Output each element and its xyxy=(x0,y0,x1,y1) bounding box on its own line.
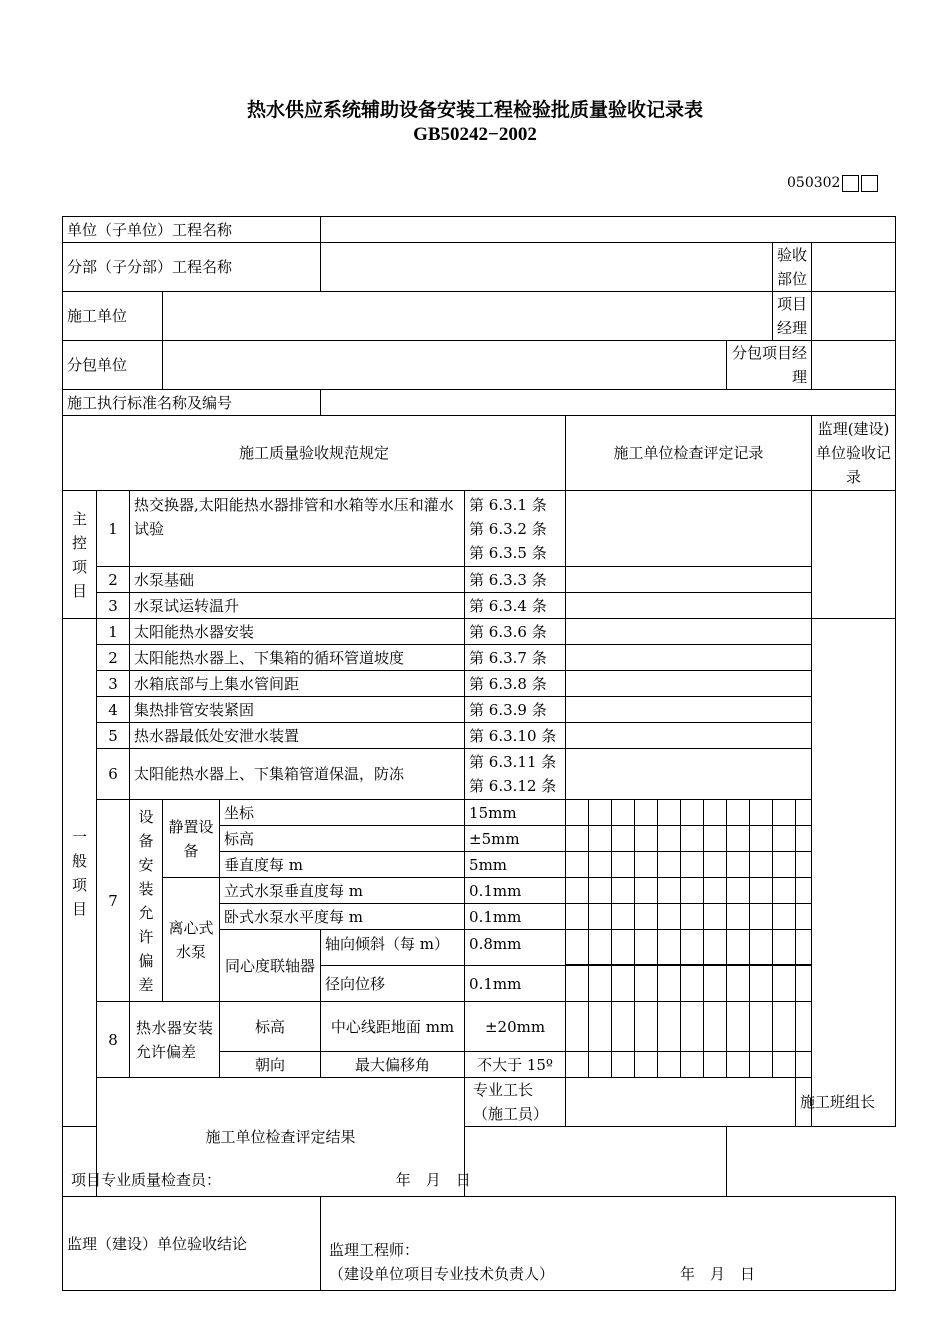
m-cell[interactable] xyxy=(681,826,704,852)
m-cell[interactable] xyxy=(635,826,658,852)
pump-vert-value: 0.1mm xyxy=(465,878,566,904)
m-cell[interactable] xyxy=(589,966,612,1002)
m-cell[interactable] xyxy=(658,1002,681,1052)
general-item-text: 水箱底部与上集水管间距 xyxy=(130,671,465,697)
team-leader-label: 施工班组长 xyxy=(796,1078,896,1127)
m-cell[interactable] xyxy=(612,826,635,852)
coord-name: 坐标 xyxy=(220,800,465,826)
m-cell[interactable] xyxy=(612,904,635,930)
m-cell[interactable] xyxy=(750,966,773,1002)
item8-elev-label: 标高 xyxy=(220,1002,321,1052)
general-item-clause: 第 6.3.10 条 xyxy=(465,723,566,749)
clause-line: 第 6.3.12 条 xyxy=(469,777,557,795)
elev-value: ±5mm xyxy=(465,826,566,852)
vertical-char: 安 xyxy=(138,855,154,874)
pump-horiz-value: 0.1mm xyxy=(465,904,566,930)
general-item-record[interactable] xyxy=(566,645,812,671)
m-cell[interactable] xyxy=(796,826,812,852)
general-supervisor-record[interactable] xyxy=(812,619,896,1127)
m-cell[interactable] xyxy=(612,800,635,826)
m-cell[interactable] xyxy=(727,826,750,852)
unit-project-value[interactable] xyxy=(321,217,896,243)
owner-rep-label: （建设单位项目专业技术负责人） xyxy=(329,1265,555,1283)
general-item-record[interactable] xyxy=(566,749,812,800)
vertical-char: 允 xyxy=(138,903,154,922)
sub-project-manager-value[interactable] xyxy=(812,341,896,390)
standard-name-value[interactable] xyxy=(321,390,896,416)
m-cell[interactable] xyxy=(681,800,704,826)
m-cell[interactable] xyxy=(704,852,727,878)
m-cell[interactable] xyxy=(773,1052,796,1078)
vertical-char: 主 xyxy=(71,509,87,528)
form-code-number: 050302 xyxy=(787,175,841,191)
form-code xyxy=(787,173,878,193)
main-item-text: 水泵试运转温升 xyxy=(130,593,465,619)
vertical-char: 目 xyxy=(71,581,87,600)
centrifugal-pump-label: 离心式水泵 xyxy=(163,878,220,1002)
vert-name: 垂直度每 m xyxy=(220,852,465,878)
vertical-char: 一 xyxy=(71,827,87,846)
m-cell[interactable] xyxy=(658,1052,681,1078)
general-item-clause: 第 6.3.9 条 xyxy=(465,697,566,723)
m-cell[interactable] xyxy=(566,1052,589,1078)
clause-line: 第 6.3.5 条 xyxy=(469,543,547,562)
m-cell[interactable] xyxy=(658,800,681,826)
pump-horiz-name: 卧式水泵水平度每 m xyxy=(220,904,465,930)
elev-name: 标高 xyxy=(220,826,465,852)
general-item-clause: 第 6.3.6 条 xyxy=(465,619,566,645)
m-cell[interactable] xyxy=(773,966,796,1002)
general-item-text: 太阳能热水器上、下集箱的循环管道坡度 xyxy=(130,645,465,671)
main-item-clause: 第 6.3.3 条 xyxy=(465,567,566,593)
m-cell[interactable] xyxy=(612,852,635,878)
m-cell[interactable] xyxy=(635,878,658,904)
general-item-no: 3 xyxy=(97,671,130,697)
item8-no: 8 xyxy=(97,1002,130,1078)
main-item-no: 1 xyxy=(97,491,130,567)
coupling-label: 同心度联轴器 xyxy=(220,930,321,1002)
m-cell[interactable] xyxy=(681,878,704,904)
m-cell[interactable] xyxy=(612,1052,635,1078)
m-cell[interactable] xyxy=(750,904,773,930)
foreman-value[interactable] xyxy=(566,1078,796,1127)
m-cell[interactable] xyxy=(773,852,796,878)
m-cell[interactable] xyxy=(589,930,612,965)
m-cell[interactable] xyxy=(727,800,750,826)
construction-result-signature[interactable] xyxy=(63,1127,727,1197)
m-cell[interactable] xyxy=(681,852,704,878)
m-cell[interactable] xyxy=(589,904,612,930)
page-title: 热水供应系统辅助设备安装工程检验批质量验收记录表 xyxy=(246,99,703,121)
quality-inspector-label: 项目专业质量检查员： xyxy=(71,1171,222,1189)
m-cell[interactable] xyxy=(566,800,589,826)
main-item-record[interactable] xyxy=(566,567,812,593)
m-cell[interactable] xyxy=(658,930,681,965)
m-cell[interactable] xyxy=(796,878,812,904)
m-cell[interactable] xyxy=(796,800,812,826)
m-cell[interactable] xyxy=(635,930,658,965)
item8-orient-desc: 最大偏移角 xyxy=(321,1052,465,1078)
m-cell[interactable] xyxy=(589,1052,612,1078)
vertical-char: 项 xyxy=(71,875,87,894)
m-cell[interactable] xyxy=(681,904,704,930)
vertical-char: 装 xyxy=(138,879,154,898)
m-cell[interactable] xyxy=(589,878,612,904)
m-cell[interactable] xyxy=(612,878,635,904)
m-cell[interactable] xyxy=(704,930,727,965)
m-cell[interactable] xyxy=(796,852,812,878)
m-cell[interactable] xyxy=(773,1002,796,1052)
main-items-label xyxy=(63,491,97,619)
sub-project-label: 分部（子分部）工程名称 xyxy=(63,243,321,292)
m-cell[interactable] xyxy=(727,1002,750,1052)
m-cell[interactable] xyxy=(796,1002,812,1052)
standard-code: GB50242−2002 xyxy=(413,124,537,145)
m-cell[interactable] xyxy=(612,930,635,965)
m-cell[interactable] xyxy=(635,966,658,1002)
m-cell[interactable] xyxy=(681,1052,704,1078)
m-cell[interactable] xyxy=(704,966,727,1002)
acceptance-part-value[interactable] xyxy=(812,243,896,292)
general-item-record[interactable] xyxy=(566,619,812,645)
general-item-record[interactable] xyxy=(566,671,812,697)
inspection-date: 年 月 日 xyxy=(395,1171,471,1189)
m-cell[interactable] xyxy=(727,852,750,878)
general-items-label xyxy=(63,619,97,1127)
clause-line: 第 6.3.1 条 xyxy=(469,495,547,514)
construction-unit-label: 施工单位 xyxy=(63,292,163,341)
main-item-text: 热交换器,太阳能热水器排管和水箱等水压和灌水试验 xyxy=(130,491,465,567)
item8-elev-desc: 中心线距地面 mm xyxy=(321,1002,465,1052)
item8-orient-label: 朝向 xyxy=(220,1052,321,1078)
m-cell[interactable] xyxy=(704,1052,727,1078)
general-item-no: 1 xyxy=(97,619,130,645)
m-cell[interactable] xyxy=(566,966,589,1002)
construction-result-label: 施工单位检查评定结果 xyxy=(97,1078,465,1197)
axial-value: 0.8mm xyxy=(465,930,566,966)
conclusion-date: 年 月 日 xyxy=(680,1265,756,1283)
item8-elev-value: ±20mm xyxy=(465,1002,566,1052)
radial-name: 径向位移 xyxy=(321,966,465,1002)
m-cell[interactable] xyxy=(612,966,635,1002)
m-cell[interactable] xyxy=(796,966,812,1002)
inspection-table xyxy=(62,216,896,1291)
m-cell[interactable] xyxy=(566,878,589,904)
item8-label: 热水器安装允许偏差 xyxy=(130,1002,220,1078)
general-item-text: 太阳能热水器上、下集箱管道保温，防冻 xyxy=(130,749,465,800)
m-cell[interactable] xyxy=(566,930,589,965)
m-cell[interactable] xyxy=(566,826,589,852)
m-cell[interactable] xyxy=(727,930,750,965)
m-cell[interactable] xyxy=(704,800,727,826)
m-cell[interactable] xyxy=(658,904,681,930)
vertical-char: 设 xyxy=(138,807,154,826)
subcontractor-value[interactable] xyxy=(163,341,727,390)
m-cell[interactable] xyxy=(796,930,812,965)
m-cell[interactable] xyxy=(727,966,750,1002)
pump-vert-name: 立式水泵垂直度每 m xyxy=(220,878,465,904)
main-item-clause: 第 6.3.4 条 xyxy=(465,593,566,619)
radial-value: 0.1mm xyxy=(465,966,566,1002)
general-item-no: 2 xyxy=(97,645,130,671)
m-cell[interactable] xyxy=(750,878,773,904)
clause-line: 第 6.3.11 条 xyxy=(469,753,557,771)
vertical-char: 项 xyxy=(71,557,87,576)
m-cell[interactable] xyxy=(681,930,704,965)
main-supervisor-record[interactable] xyxy=(812,491,896,619)
m-cell[interactable] xyxy=(635,1002,658,1052)
vertical-char: 般 xyxy=(71,851,87,870)
general-item-text: 集热排管安装紧固 xyxy=(130,697,465,723)
m-cell[interactable] xyxy=(681,1002,704,1052)
vertical-char: 偏 xyxy=(138,951,154,970)
m-cell[interactable] xyxy=(612,1002,635,1052)
general-item-no: 6 xyxy=(97,749,130,800)
static-equipment-label: 静置设备 xyxy=(163,800,220,878)
subcontractor-label: 分包单位 xyxy=(63,341,163,390)
m-cell[interactable] xyxy=(750,800,773,826)
general-item-no: 4 xyxy=(97,697,130,723)
m-cell[interactable] xyxy=(704,1002,727,1052)
general-item-clause: 第 6.3.7 条 xyxy=(465,645,566,671)
construction-unit-value[interactable] xyxy=(163,292,773,341)
standard-name-label: 施工执行标准名称及编号 xyxy=(63,390,321,416)
main-item-no: 2 xyxy=(97,567,130,593)
m-cell[interactable] xyxy=(589,826,612,852)
vertical-char: 目 xyxy=(71,899,87,918)
m-cell[interactable] xyxy=(796,1052,812,1078)
m-cell[interactable] xyxy=(566,904,589,930)
vert-value: 5mm xyxy=(465,852,566,878)
supervisor-conclusion-label: 监理（建设）单位验收结论 xyxy=(63,1197,321,1291)
m-cell[interactable] xyxy=(589,852,612,878)
main-item-clause xyxy=(465,491,566,567)
m-cell[interactable] xyxy=(635,904,658,930)
general-item-clause: 第 6.3.8 条 xyxy=(465,671,566,697)
check-record-header: 施工单位检查评定记录 xyxy=(566,416,812,491)
m-cell[interactable] xyxy=(658,966,681,1002)
supervisor-conclusion-signature[interactable] xyxy=(321,1197,896,1291)
m-cell[interactable] xyxy=(566,1002,589,1052)
m-cell[interactable] xyxy=(589,1002,612,1052)
m-cell[interactable] xyxy=(704,826,727,852)
m-cell[interactable] xyxy=(727,1052,750,1078)
m-cell[interactable] xyxy=(773,800,796,826)
item8-orient-value: 不大于 15º xyxy=(465,1052,566,1078)
m-cell[interactable] xyxy=(635,852,658,878)
m-cell[interactable] xyxy=(750,852,773,878)
project-manager-label: 项目经理 xyxy=(773,292,812,341)
vertical-char: 备 xyxy=(138,831,154,850)
m-cell[interactable] xyxy=(773,930,796,965)
main-item-no: 3 xyxy=(97,593,130,619)
form-code-box-1[interactable] xyxy=(842,175,859,192)
m-cell[interactable] xyxy=(635,1052,658,1078)
general-item-no: 5 xyxy=(97,723,130,749)
item7-label xyxy=(130,800,163,1002)
spec-header: 施工质量验收规范规定 xyxy=(63,416,566,491)
sub-project-value[interactable] xyxy=(321,243,773,292)
m-cell[interactable] xyxy=(750,1002,773,1052)
m-cell[interactable] xyxy=(773,904,796,930)
vertical-char: 许 xyxy=(138,927,154,946)
general-item-text: 太阳能热水器安装 xyxy=(130,619,465,645)
sub-project-manager-label: 分包项目经理 xyxy=(727,341,812,390)
m-cell[interactable] xyxy=(589,800,612,826)
vertical-char: 差 xyxy=(138,975,154,994)
unit-project-label: 单位（子单位）工程名称 xyxy=(63,217,321,243)
m-cell[interactable] xyxy=(727,878,750,904)
acceptance-part-label: 验收部位 xyxy=(773,243,812,292)
m-cell[interactable] xyxy=(727,904,750,930)
main-item-record[interactable] xyxy=(566,491,812,567)
general-item-text: 热水器最低处安泄水装置 xyxy=(130,723,465,749)
m-cell[interactable] xyxy=(750,826,773,852)
m-cell[interactable] xyxy=(796,904,812,930)
general-item-record[interactable] xyxy=(566,697,812,723)
m-cell[interactable] xyxy=(658,826,681,852)
m-cell[interactable] xyxy=(681,966,704,1002)
supervisor-record-header: 监理(建设)单位验收记录 xyxy=(812,416,896,491)
foreman-label: 专业工长（施工员） xyxy=(465,1078,566,1127)
coord-value: 15mm xyxy=(465,800,566,826)
item7-no: 7 xyxy=(97,800,130,1002)
general-item-clause xyxy=(465,749,566,800)
project-manager-value[interactable] xyxy=(812,292,896,341)
m-cell[interactable] xyxy=(773,878,796,904)
supervising-engineer-label: 监理工程师： xyxy=(329,1241,420,1259)
form-code-box-2[interactable] xyxy=(861,175,878,192)
clause-line: 第 6.3.2 条 xyxy=(469,519,547,538)
m-cell[interactable] xyxy=(635,800,658,826)
m-cell[interactable] xyxy=(658,878,681,904)
m-cell[interactable] xyxy=(773,826,796,852)
m-cell[interactable] xyxy=(704,878,727,904)
m-cell[interactable] xyxy=(704,904,727,930)
axial-name: 轴向倾斜（每 m） xyxy=(321,930,465,966)
general-item-record[interactable] xyxy=(566,723,812,749)
main-item-record[interactable] xyxy=(566,593,812,619)
m-cell[interactable] xyxy=(566,852,589,878)
vertical-char: 控 xyxy=(71,533,87,552)
m-cell[interactable] xyxy=(750,930,773,965)
m-cell[interactable] xyxy=(750,1052,773,1078)
m-cell[interactable] xyxy=(658,852,681,878)
main-item-text: 水泵基础 xyxy=(130,567,465,593)
